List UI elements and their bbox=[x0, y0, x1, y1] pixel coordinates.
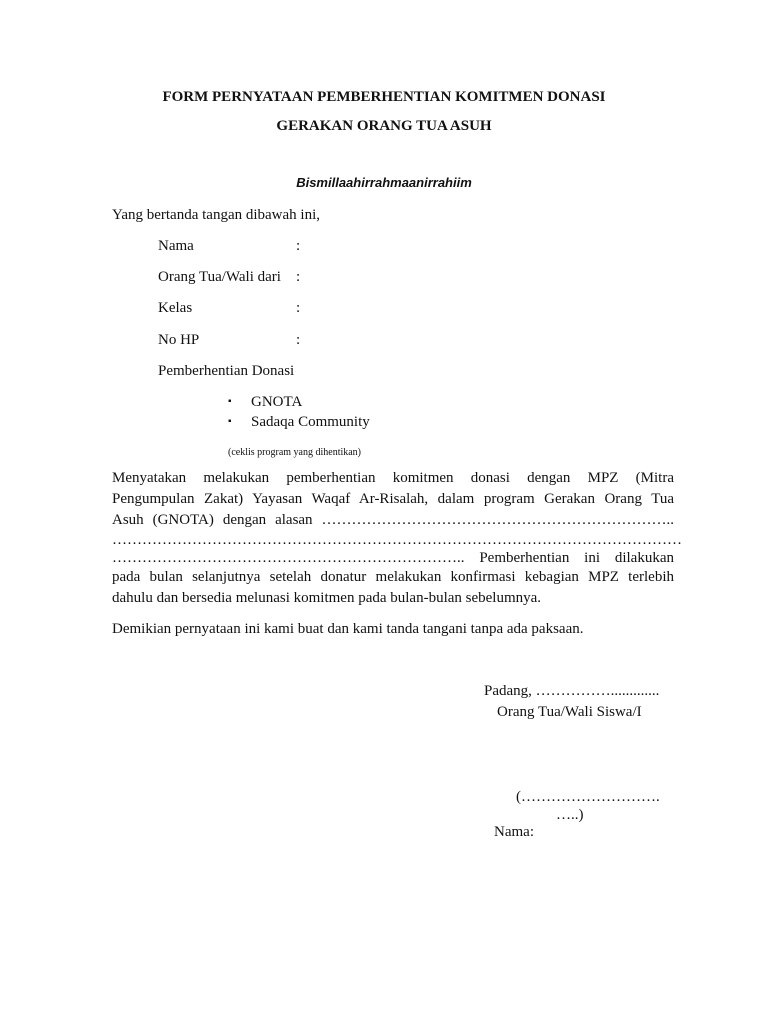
statement-line: dahulu dan bersedia melunasi komitmen pada bulan-bulan sebelumnya. bbox=[112, 590, 542, 606]
place-date: Padang, ……………............. bbox=[484, 683, 660, 699]
option-sadaqa-community: Sadaqa Community bbox=[251, 414, 370, 430]
form-subtitle: GERAKAN ORANG TUA ASUH bbox=[276, 118, 492, 134]
bullet-icon: ▪ bbox=[228, 396, 232, 407]
bullet-icon: ▪ bbox=[228, 416, 232, 427]
closing-text: Demikian pernyataan ini kami buat dan kami tanda tangani tanpa ada paksaan. bbox=[112, 621, 584, 637]
signature-name-blank: (………………………. bbox=[516, 789, 660, 805]
opening-basmala: Bismillaahirrahmaanirrahiim bbox=[296, 175, 472, 190]
field-label-nama: Nama bbox=[158, 238, 194, 254]
option-note: (ceklis program yang dihentikan) bbox=[228, 447, 362, 458]
field-colon-kelas: : bbox=[296, 300, 301, 316]
field-label-no-hp: No HP bbox=[158, 332, 200, 348]
signature-name-blank-end: …..) bbox=[556, 807, 584, 823]
field-label-orang-tua-wali: Orang Tua/Wali dari bbox=[158, 269, 281, 285]
field-colon-nama: : bbox=[296, 238, 301, 254]
statement-line: …………………………………………………………….. Pemberhentian ini dilakukan bbox=[112, 550, 674, 566]
intro-text: Yang bertanda tangan dibawah ini, bbox=[112, 207, 321, 223]
statement-line: pada bulan selanjutnya setelah donatur melakukan konfirmasi kebagian MPZ terlebih bbox=[112, 569, 674, 585]
field-colon-orang-tua-wali: : bbox=[296, 269, 301, 285]
form-title: FORM PERNYATAAN PEMBERHENTIAN KOMITMEN DONASI bbox=[162, 89, 606, 105]
signer-role: Orang Tua/Wali Siswa/I bbox=[497, 704, 642, 720]
donation-label: Pemberhentian Donasi bbox=[158, 363, 295, 379]
statement-line: Menyatakan melakukan pemberhentian komitmen donasi dengan MPZ (Mitra bbox=[112, 470, 674, 486]
statement-line: Pengumpulan Zakat) Yayasan Waqaf Ar-Risalah, dalam program Gerakan Orang Tua bbox=[112, 491, 674, 507]
option-gnota: GNOTA bbox=[251, 394, 303, 410]
statement-line: …………………………………………………………………………………………………… bbox=[112, 532, 682, 548]
signature-name-label: Nama: bbox=[494, 824, 534, 840]
statement-line: Asuh (GNOTA) dengan alasan …………………………………………………………….. bbox=[112, 512, 674, 528]
field-label-kelas: Kelas bbox=[158, 300, 193, 316]
field-colon-no-hp: : bbox=[296, 332, 301, 348]
